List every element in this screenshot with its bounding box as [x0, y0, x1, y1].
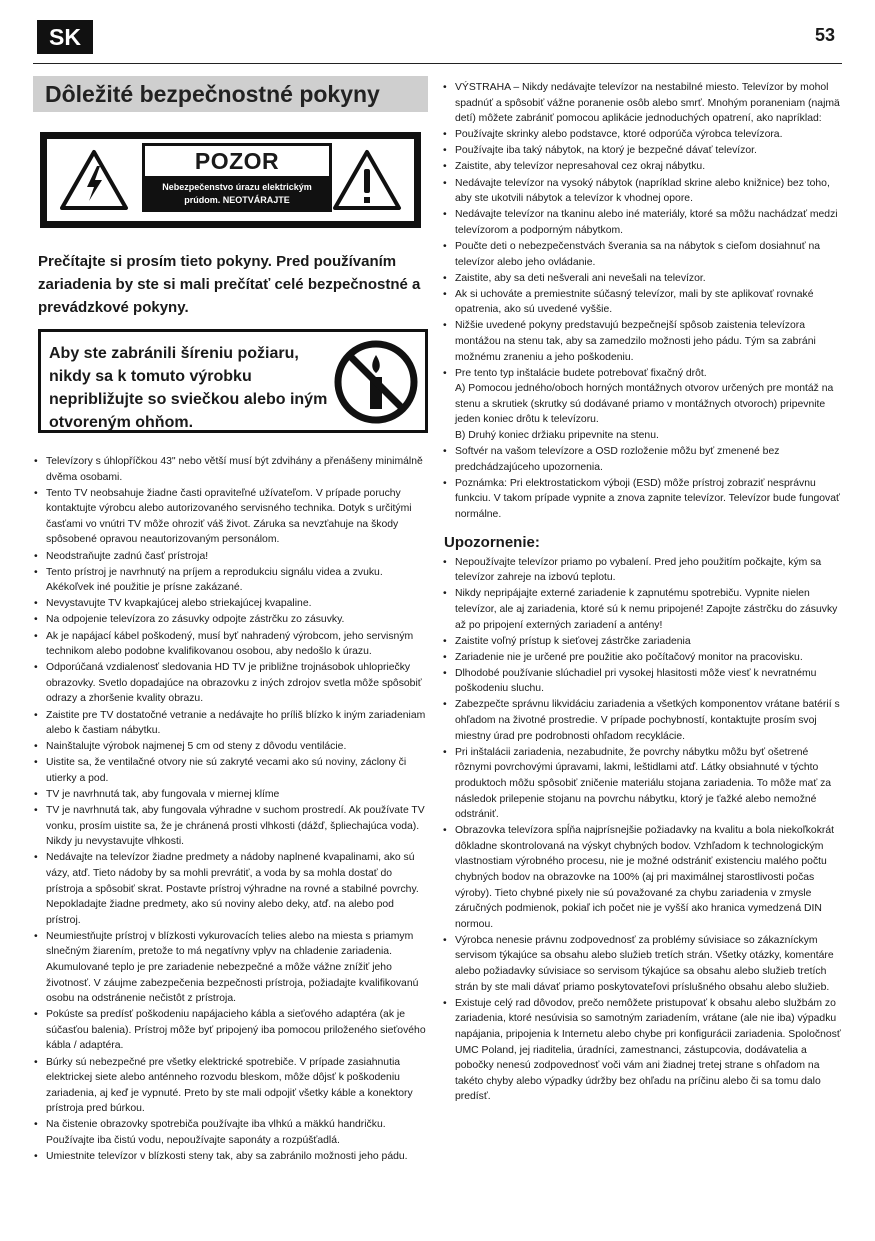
list-item: • Ak si uchováte a premiestnite súčasný televízor, mali by ste aplikovať rovnaké opatrenia, ako sú uvedené vyššie.: [442, 287, 842, 318]
intro-text: Prečítajte si prosím tieto pokyny. Pred používaním zariadenia by ste si mali prečítať celé bezpečnostné a prevádzkové pokyny.: [38, 253, 421, 316]
list-item: • Na čistenie obrazovky spotrebiča používajte iba vlhkú a mäkkú handričku. Používajte iba čistú vodu, nepoužívajte saponáty a rozpúšťadlá.: [33, 1117, 428, 1148]
list-item: • Pre tento typ inštalácie budete potrebovať fixačný drôt. A) Pomocou jedného/oboch horných montážnych otvorov určených pre montáž na stenu a skrutiek (skrutky sú dodávané priamo v montážnych otvoroch) pripevnite jeden koniec drôtu k televízoru. B) Druhý koniec držiaku pripevnite na stenu.: [442, 366, 842, 444]
right-safety-list: [442, 80, 842, 523]
fire-warning-text: Aby ste zabránili šíreniu požiaru, nikdy sa k tomuto výrobku nepribližujte so sviečkou alebo iným otvoreným ohňom.: [49, 345, 328, 431]
list-item: • Obrazovka televízora spĺňa najprísnejšie požiadavky na kvalitu a bola niekoľkokrát dôkladne skontrolovaná na výskyt chybných bodov. Vzhľadom k technologickým vlastnostiam výrobného procesu, nie je možné odstrániť existenciu malého počtu chybných bodov na obrazovke na 100% (aj pri maximálnej starostlivosti počas výroby). Tieto chybné pixely nie sú považované za chybu zariadenia v zmysle záručných podmienok, pokiaľ ich počet nie je vyšší ako hranica vymedzená DIN normou.: [442, 823, 842, 932]
list-item: • Pri inštalácii zariadenia, nezabudnite, že povrchy nábytku môžu byť ošetrené rôznymi povrchovými úpravami, lakmi, leštidlami atď. Látky obsiahnuté v týchto produktoch môžu spôsobiť zničenie materiálu stojana zariadenia. To môže mať za následok prilepenie stojanu na povrchu nábytku, ktorý je ťažké alebo nemožné odstrániť.: [442, 745, 842, 823]
pozor-title: POZOR: [142, 143, 332, 176]
list-item: • Pokúste sa predísť poškodeniu napájacieho kábla a sieťového adaptéra (ak je súčasťou balenia). Prístroj môže byť pripojený iba pomocou priloženého sieťového kábla / adaptéra.: [33, 1007, 428, 1054]
list-item: • Nižšie uvedené pokyny predstavujú bezpečnejší spôsob zaistenia televízora montážou na stenu tak, aby sa zamedzilo možnosti jeho pádu. Tým sa zabráni možnému zraneniu a jeho poškodeniu.: [442, 318, 842, 365]
language-badge: SK: [37, 20, 93, 54]
list-item: • Uistite sa, že ventilačné otvory nie sú zakryté vecami ako sú noviny, záclony či utierky a pod.: [33, 755, 428, 786]
list-item: • Neumiestňujte prístroj v blízkosti vykurovacích telies alebo na miesta s priamym slnečným žiarením, pretože to má negatívny vplyv na chladenie zariadenia. Akumulované teplo je pre zariadenie nebezpečné a môže vážne znížiť jeho životnosť. V záujme zabezpečenia bezpečnosti prístroja, požiadajte kvalifikovanú osobu na odstránenie nečistôt z prístroja.: [33, 929, 428, 1007]
list-item: • Poučte deti o nebezpečenstvách šverania sa na nábytok s cieľom dosiahnuť na televízor alebo jeho ovládanie.: [442, 239, 842, 270]
list-item: • Nepoužívajte televízor priamo po vybalení. Pred jeho použitím počkajte, kým sa televízor zahreje na izbovú teplotu.: [442, 555, 842, 586]
list-item: • Poznámka: Pri elektrostatickom výboji (ESD) môže prístroj zobraziť nesprávnu funkciu. V takom prípade vypnite a znova zapnite televízor. Televízor bude fungovať normálne.: [442, 476, 842, 523]
page-number: 53: [814, 25, 835, 45]
notice-heading: Upozornenie:: [444, 533, 540, 551]
list-item: • Zaistite voľný prístup k sieťovej zástrčke zariadenia: [442, 634, 842, 650]
list-item: • Odporúčaná vzdialenosť sledovania HD TV je približne trojnásobok uhlopriečky obrazovky. Svetlo dopadajúce na obrazovku z iných zdrojov svetla môže spôsobiť odrazy a zhoršenie kvality obrazu.: [33, 660, 428, 707]
right-column: [442, 80, 842, 1105]
list-item: • Nainštalujte výrobok najmenej 5 cm od steny z dôvodu ventilácie.: [33, 739, 428, 755]
list-item: • Ak je napájací kábel poškodený, musí byť nahradený výrobcom, jeho servisným technikom alebo podobne kvalifikovanou osobou, aby nedošlo k úrazu.: [33, 629, 428, 660]
page-title: Dôležité bezpečnostné pokyny: [33, 76, 428, 112]
fire-warning-box: [38, 329, 428, 433]
pozor-subtitle-line2: prúdom. NEOTVÁRAJTE: [184, 195, 290, 205]
list-item: • Nedávajte televízor na vysoký nábytok (napríklad skrine alebo knižnice) bez toho, aby ste ukotvili nábytok a televízor k vhodnej opore.: [442, 176, 842, 207]
no-open-flame-icon: [333, 339, 419, 425]
list-item: • VÝSTRAHA – Nikdy nedávajte televízor na nestabilné miesto. Televízor by mohol spadnúť a spôsobiť vážne poranenie osôb alebo smrť. Mnohým poraneniam (najmä detí) môžete zabrániť pomocou aplikácie jednoduchých opatrení, ako napríklad:: [442, 80, 842, 127]
left-column: [33, 76, 428, 1165]
list-item: • TV je navrhnutá tak, aby fungovala v miernej klíme: [33, 787, 428, 803]
list-item: • Dlhodobé používanie slúchadiel pri vysokej hlasitosti môže viesť k nevratnému poškodeniu sluchu.: [442, 666, 842, 697]
list-item: • Nevystavujte TV kvapkajúcej alebo striekajúcej kvapaline.: [33, 596, 428, 612]
pozor-subtitle: [142, 176, 332, 212]
list-item: • Umiestnite televízor v blízkosti steny tak, aby sa zabránilo možnosti jeho pádu.: [33, 1149, 428, 1165]
list-item: • Používajte iba taký nábytok, na ktorý je bezpečné dávať televízor.: [442, 143, 842, 159]
list-item: • Nikdy nepripájajte externé zariadenie k zapnutému spotrebiču. Vypnite nielen televízor, ale aj zariadenia, ktoré sú k nemu pripojené! Zapojte zástrčku do zásuvky až po pripojení externých zariadení a antény!: [442, 586, 842, 633]
list-item: • Zariadenie nie je určené pre použitie ako počítačový monitor na pracovisku.: [442, 650, 842, 666]
notice-list: [442, 555, 842, 1105]
exclamation-warning-icon: [332, 149, 402, 211]
list-item: • Nedávajte na televízor žiadne predmety a nádoby naplnené kvapalinami, ako sú vázy, atď. Tieto nádoby by sa mohli prevrátiť, a voda by sa mohla dostať do prístroja a spôsobiť skrat. Postavte prístroj výhradne na rovné a stabilné povrchy. Nepokladajte žiadne predmety, ako sú noviny alebo deky, atď. na alebo pod prístroj.: [33, 850, 428, 928]
list-item: • Na odpojenie televízora zo zásuvky odpojte zástrčku zo zásuvky.: [33, 612, 428, 628]
list-item: • Tento prístroj je navrhnutý na príjem a reprodukciu signálu videa a zvuku. Akékoľvek iné použitie je prísne zakázané.: [33, 565, 428, 596]
electric-shock-warning: [40, 132, 421, 228]
list-item: • Používajte skrinky alebo podstavce, ktoré odporúča výrobca televízora.: [442, 127, 842, 143]
list-item: • TV je navrhnutá tak, aby fungovala výhradne v suchom prostredí. Ak používate TV vonku, prosím uistite sa, že je chránená prosti vlhkosti (dážď, špliechajúca voda). Nikdy ju nevystavujte vlhkosti.: [33, 803, 428, 850]
list-item: • Zaistite, aby sa deti nešverali ani nevešali na televízor.: [442, 271, 842, 287]
list-item: • Televízory s úhlopříčkou 43" nebo větší musí být zdvihány a přenášeny minimálně dvěma osobami.: [33, 454, 428, 485]
list-item: • Tento TV neobsahuje žiadne časti opraviteľné užívateľom. V prípade poruchy kontaktujte výrobcu alebo autorizovaného servisného technika. Dotyk s určitými časťami vo vnútri TV môže ohroziť váš život. Záruka sa nevzťahuje na škody spôsobené opravou neautorizovaným personálom.: [33, 486, 428, 548]
left-safety-list: [33, 454, 428, 1165]
list-item: • Softvér na vašom televízore a OSD rozloženie môžu byť zmenené bez predchádzajúceho upozornenia.: [442, 444, 842, 475]
list-item: • Zaistite, aby televízor nepresahoval cez okraj nábytku.: [442, 159, 842, 175]
list-item: • Zabezpečte správnu likvidáciu zariadenia a všetkých komponentov vrátane batérií s ohľadom na životné prostredie. V prípade pochybností, kontaktujte prosím svoj miestny úrad pre podrobnosti ohľadom recyklácie.: [442, 697, 842, 744]
list-item: • Búrky sú nebezpečné pre všetky elektrické spotrebiče. V prípade zasiahnutia elektrickej siete alebo anténneho rozvodu bleskom, môže dôjsť k poškodeniu zariadenia, aj keď je vypnuté. Preto by ste mali odpojiť všetky káble a konektory prístroja pred búrkou.: [33, 1055, 428, 1117]
pozor-subtitle-line1: Nebezpečenstvo úrazu elektrickým: [162, 182, 312, 192]
header-rule: [33, 63, 842, 64]
lightning-warning-icon: [59, 149, 129, 211]
pozor-label: [142, 143, 332, 215]
list-item: • Neodstraňujte zadnú časť prístroja!: [33, 549, 428, 565]
list-item: • Výrobca nenesie právnu zodpovednosť za problémy súvisiace so zákazníckym servisom týkajúce sa obsahu alebo služieb tretích strán. Všetky otázky, komentáre alebo požiadavky súvisiace so servisom týkajúce sa obsahu alebo služieb tretích strán by ste mali dávať priamo poskytovateľovi príslušného obsahu alebo služieb.: [442, 933, 842, 995]
list-item: • Existuje celý rad dôvodov, prečo nemôžete pristupovať k obsahu alebo službám zo zariadenia, ktoré nesúvisia so samotným zariadením, vrátane (ale nie iba) výpadku napájania, pripojenia k Internetu alebo chybe pri konfigurácii zariadenia. Spoločnosť UMC Poland, jej riaditelia, úradníci, zamestnanci, zástupcovia, dodávatelia a pobočky nenesú zodpovednosť voči vám ani žiadnej tretej strane s ohľadom na takéto chyby alebo výpadky údržby bez ohľadu na príčinu alebo či sa tomu dalo predísť.: [442, 996, 842, 1105]
list-item: • Zaistite pre TV dostatočné vetranie a nedávajte ho príliš blízko k iným zariadeniam alebo k častiam nábytku.: [33, 708, 428, 739]
list-item: • Nedávajte televízor na tkaninu alebo iné materiály, ktoré sa môžu nachádzať medzi televízorom a podporným nábytkom.: [442, 207, 842, 238]
